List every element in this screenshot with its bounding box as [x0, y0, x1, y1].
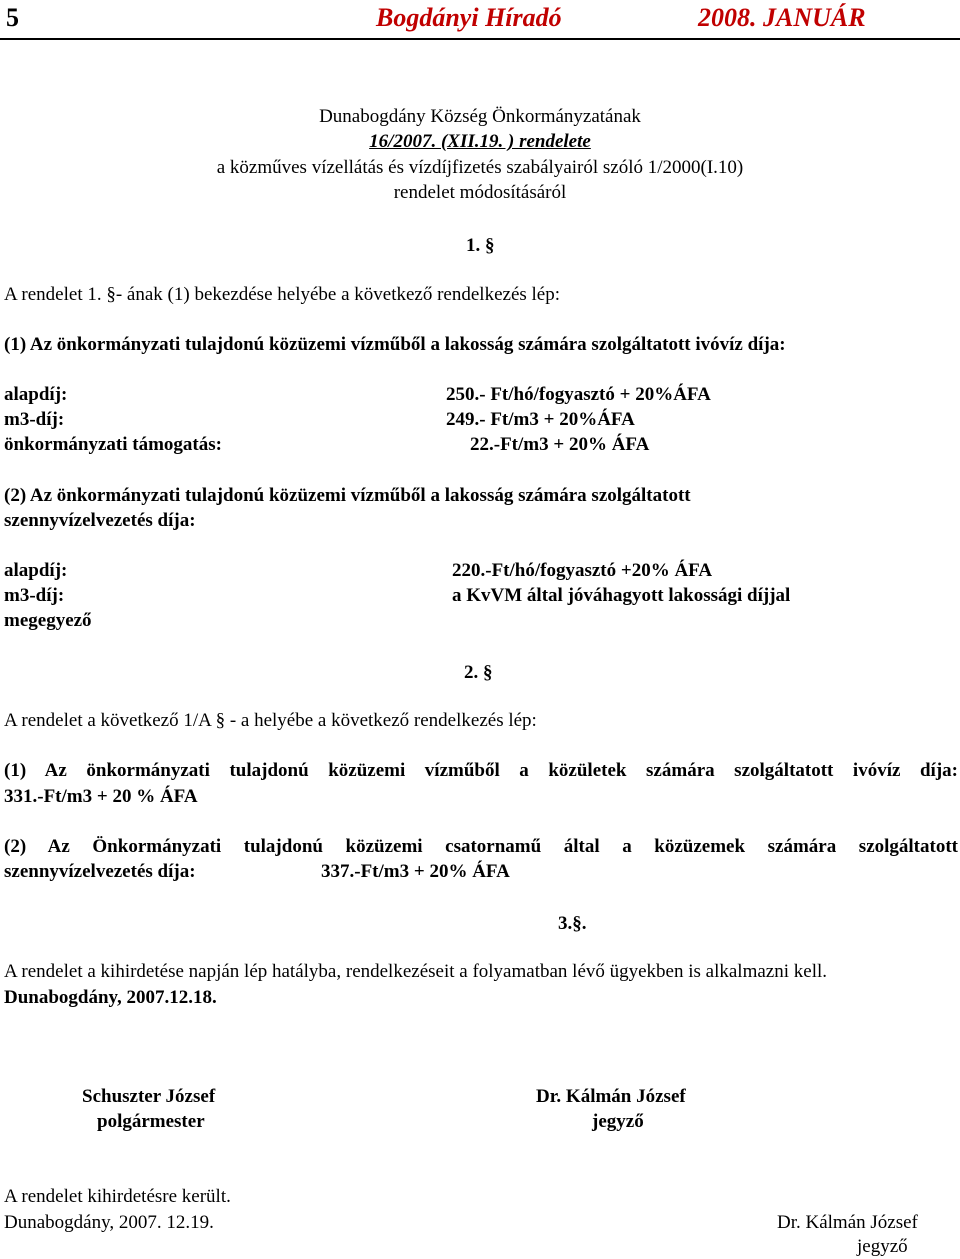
announcement-signer-name: Dr. Kálmán József: [777, 1212, 918, 1233]
section-2-para-2-value: 337.-Ft/m3 + 20% ÁFA: [321, 861, 510, 882]
section-2-para-1-cont: 331.-Ft/m3 + 20 % ÁFA: [4, 786, 198, 807]
section-1-intro: A rendelet 1. §- ának (1) bekezdése helyébe a következő rendelkezés lép:: [4, 284, 561, 305]
fee-label: m3-díj:: [4, 409, 65, 430]
signature-left-title: polgármester: [97, 1111, 205, 1132]
announcement-place-date: Dunabogdány, 2007. 12.19.: [4, 1212, 214, 1233]
fee-label: m3-díj:: [4, 585, 65, 606]
section-3-place-date: Dunabogdány, 2007.12.18.: [4, 987, 217, 1008]
section-1-heading: 1. §: [466, 235, 495, 256]
ordinance-issuer: Dunabogdány Község Önkormányzatának: [319, 106, 641, 127]
page-header: [0, 0, 960, 40]
fee-label: önkormányzati támogatás:: [4, 434, 222, 455]
ordinance-subject-cont: rendelet módosításáról: [393, 182, 567, 203]
fee-value: 220.-Ft/hó/fogyasztó +20% ÁFA: [452, 560, 713, 581]
signature-right-title: jegyző: [592, 1111, 644, 1132]
fee-label: alapdíj:: [4, 560, 68, 581]
announcement-note: A rendelet kihirdetésre került.: [4, 1186, 231, 1207]
section-2-heading: 2. §: [464, 662, 493, 683]
publication-title: Bogdányi Híradó: [376, 3, 562, 32]
section-1-para-1: (1) Az önkormányzati tulajdonú közüzemi vízműből a lakosság számára szolgáltatott ivóvíz díja:: [4, 334, 786, 355]
section-2-intro: A rendelet a következő 1/A § - a helyébe a következő rendelkezés lép:: [4, 710, 537, 731]
ordinance-subject: a közműves vízellátás és vízdíjfizetés szabályairól szóló 1/2000(I.10): [216, 157, 744, 178]
section-2-para-1: (1) Az önkormányzati tulajdonú közüzemi vízműből a közületek számára szolgáltatott ivóvíz díja:: [4, 760, 958, 781]
section-3-heading: 3.§.: [558, 913, 587, 934]
section-3-text: A rendelet a kihirdetése napján lép hatályba, rendelkezéseit a folyamatban lévő ügyekben is alkalmazni kell.: [4, 961, 828, 982]
signature-left-name: Schuszter József: [82, 1086, 216, 1107]
section-2-para-2-label: szennyvízelvezetés díja:: [4, 861, 196, 882]
fee-value: 250.- Ft/hó/fogyasztó + 20%ÁFA: [446, 384, 711, 405]
section-2-para-2: (2) Az Önkormányzati tulajdonú közüzemi csatornamű által a közüzemek számára szolgáltatott: [4, 836, 958, 857]
page-number: 5: [6, 3, 19, 32]
fee-value: a KvVM által jóváhagyott lakossági díjjal: [452, 585, 791, 606]
section-1-para-2-cont: szennyvízelvezetés díja:: [4, 510, 196, 531]
signature-right-name: Dr. Kálmán József: [536, 1086, 686, 1107]
fee-value: 249.- Ft/m3 + 20%ÁFA: [446, 409, 635, 430]
fee-label: alapdíj:: [4, 384, 68, 405]
issue-date: 2008. JANUÁR: [698, 3, 866, 32]
fee-value: 22.-Ft/m3 + 20% ÁFA: [470, 434, 650, 455]
section-1-para-2: (2) Az önkormányzati tulajdonú közüzemi vízműből a lakosság számára szolgáltatott: [4, 485, 691, 506]
fee-label: megegyező: [4, 610, 92, 631]
announcement-signer-title: jegyző: [857, 1236, 908, 1257]
ordinance-number: 16/2007. (XII.19. ) rendelete: [369, 131, 591, 152]
